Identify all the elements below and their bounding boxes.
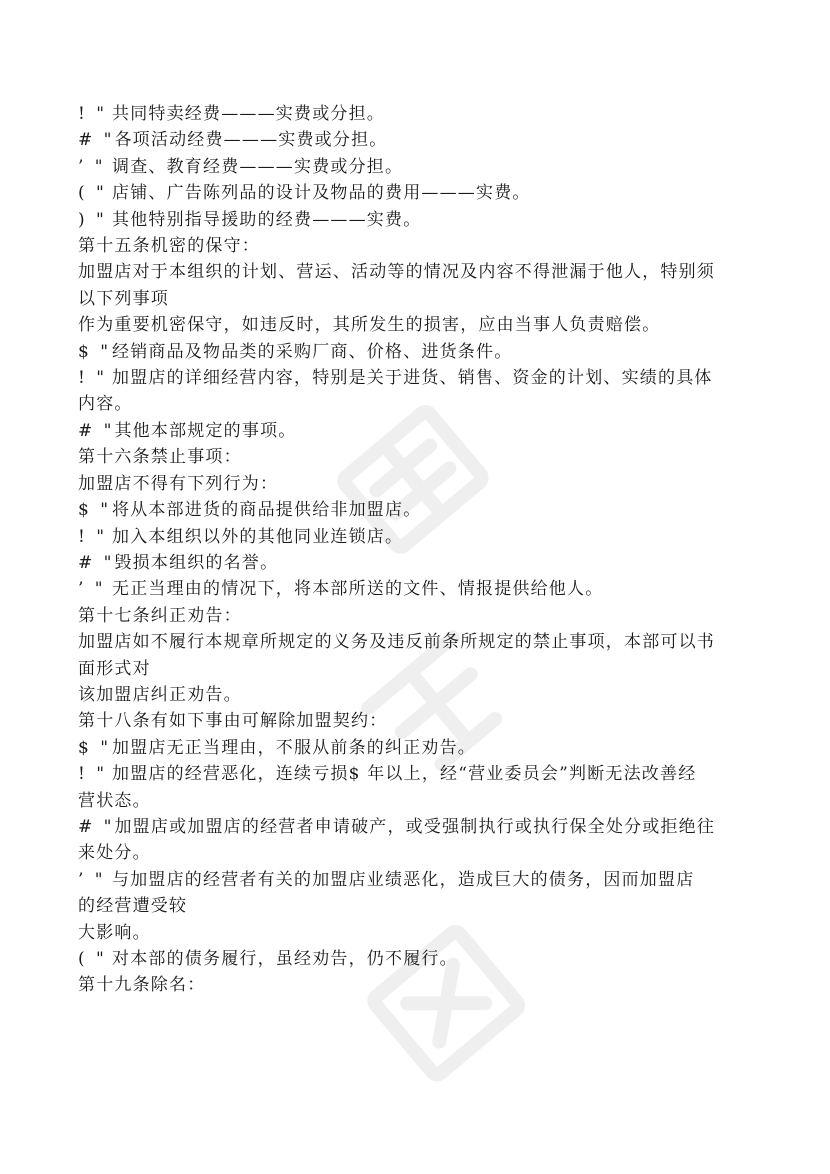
line-text: 来处分。 <box>78 843 151 864</box>
list-marker: # " <box>78 552 115 573</box>
list-marker: $ " <box>78 500 112 521</box>
article-heading <box>78 708 758 734</box>
line-text: 大影响。 <box>78 922 151 943</box>
line-text: 加盟店或加盟店的经营者申请破产，或受强制执行或执行保全处分或拒绝往 <box>114 816 716 837</box>
list-marker: ! " <box>78 526 108 547</box>
line-text: 加盟店不得有下列行为： <box>78 473 279 494</box>
clause-line <box>78 946 758 972</box>
line-text: 经销商品及物品类的采购厂商、价格、进货条件。 <box>112 341 513 362</box>
document-body <box>78 101 758 999</box>
clause-line <box>78 339 758 365</box>
list-marker: ) " <box>78 209 107 230</box>
line-text: 各项活动经费———实费或分担。 <box>114 130 388 151</box>
paragraph-line <box>78 682 758 708</box>
clause-line <box>78 576 758 602</box>
line-text: 店铺、广告陈列品的设计及物品的费用———实费。 <box>112 183 531 204</box>
line-text: 内容。 <box>78 394 133 415</box>
clause-line <box>78 497 758 523</box>
line-text: 以下列事项 <box>78 288 169 309</box>
line-text: 无正当理由的情况下，将本部所送的文件、情报提供给他人。 <box>112 579 604 600</box>
line-text: 面形式对 <box>78 658 151 679</box>
line-text: 加盟店的经营恶化，连续亏损$ 年以上，经“营业委员会”判断无法改善经 <box>112 764 697 785</box>
clause-line <box>78 814 758 840</box>
list-marker: ! " <box>78 764 108 785</box>
paragraph-line <box>78 391 758 417</box>
list-marker: ’ " <box>78 156 106 177</box>
line-text: 作为重要机密保守，如违反时，其所发生的损害，应由当事人负责赔偿。 <box>78 315 661 336</box>
clause-line <box>78 735 758 761</box>
line-text: 其他特别指导援助的经费———实费。 <box>112 209 422 230</box>
list-marker: ! " <box>78 368 108 389</box>
list-marker: # " <box>78 130 115 151</box>
line-text: 加盟店对于本组织的计划、营运、活动等的情况及内容不得泄漏于他人，特别须 <box>78 262 715 283</box>
paragraph-line <box>78 312 758 338</box>
line-text: 第十八条有如下事由可解除加盟契约： <box>78 711 388 732</box>
list-marker: $ " <box>78 341 112 362</box>
clause-line <box>78 761 758 787</box>
list-marker: ( " <box>78 183 107 204</box>
list-marker: # " <box>78 420 115 441</box>
list-marker: # " <box>78 816 115 837</box>
list-marker: ’ " <box>78 579 106 600</box>
line-text: 将从本部进货的商品提供给非加盟店。 <box>112 500 422 521</box>
line-text: 第十六条禁止事项： <box>78 447 242 468</box>
line-text: 对本部的债务履行，虽经劝告，仍不履行。 <box>112 949 458 969</box>
clause-line <box>78 550 758 576</box>
clause-line <box>78 365 758 391</box>
line-text: 加盟店如不履行本规章所规定的义务及违反前条所规定的禁止事项，本部可以书 <box>78 632 715 653</box>
article-heading <box>78 603 758 629</box>
clause-line <box>78 101 758 127</box>
clause-line <box>78 154 758 180</box>
line-text: 共同特卖经费———实费或分担。 <box>112 104 385 124</box>
line-text: 第十七条纠正劝告： <box>78 605 242 626</box>
article-heading <box>78 444 758 470</box>
paragraph-line <box>78 471 758 497</box>
clause-line <box>78 418 758 444</box>
article-heading <box>78 233 758 259</box>
article-heading <box>78 972 758 998</box>
list-marker: ( " <box>78 949 107 969</box>
paragraph-line <box>78 286 758 312</box>
clause-line <box>78 180 758 206</box>
clause-line <box>78 524 758 550</box>
line-text: 第十九条除名： <box>78 975 206 996</box>
clause-line <box>78 207 758 233</box>
line-text: 加盟店的详细经营内容，特别是关于进货、销售、资金的计划、实绩的具体 <box>112 368 713 389</box>
line-text: 加盟店无正当理由，不服从前条的纠正劝告。 <box>112 737 476 758</box>
list-marker: ’ " <box>78 869 106 890</box>
line-text: 该加盟店纠正劝告。 <box>78 684 242 705</box>
line-text: 其他本部规定的事项。 <box>114 420 297 441</box>
line-text: 的经营遭受较 <box>78 896 188 917</box>
paragraph-line <box>78 259 758 285</box>
line-text: 加入本组织以外的其他同业连锁店。 <box>112 526 404 547</box>
paragraph-line <box>78 893 758 919</box>
list-marker: $ " <box>78 737 112 758</box>
paragraph-line <box>78 840 758 866</box>
clause-line <box>78 867 758 893</box>
line-text: 毁损本组织的名誉。 <box>114 552 279 573</box>
line-text: 营状态。 <box>78 790 151 811</box>
line-text: 调查、教育经费———实费或分担。 <box>112 156 404 177</box>
paragraph-line <box>78 656 758 682</box>
paragraph-line <box>78 788 758 814</box>
clause-line <box>78 127 758 153</box>
paragraph-line <box>78 629 758 655</box>
paragraph-line <box>78 920 758 946</box>
line-text: 第十五条机密的保守： <box>78 236 260 257</box>
line-text: 与加盟店的经营者有关的加盟店业绩恶化，造成巨大的债务，因而加盟店 <box>112 869 695 890</box>
list-marker: ! " <box>78 104 108 124</box>
